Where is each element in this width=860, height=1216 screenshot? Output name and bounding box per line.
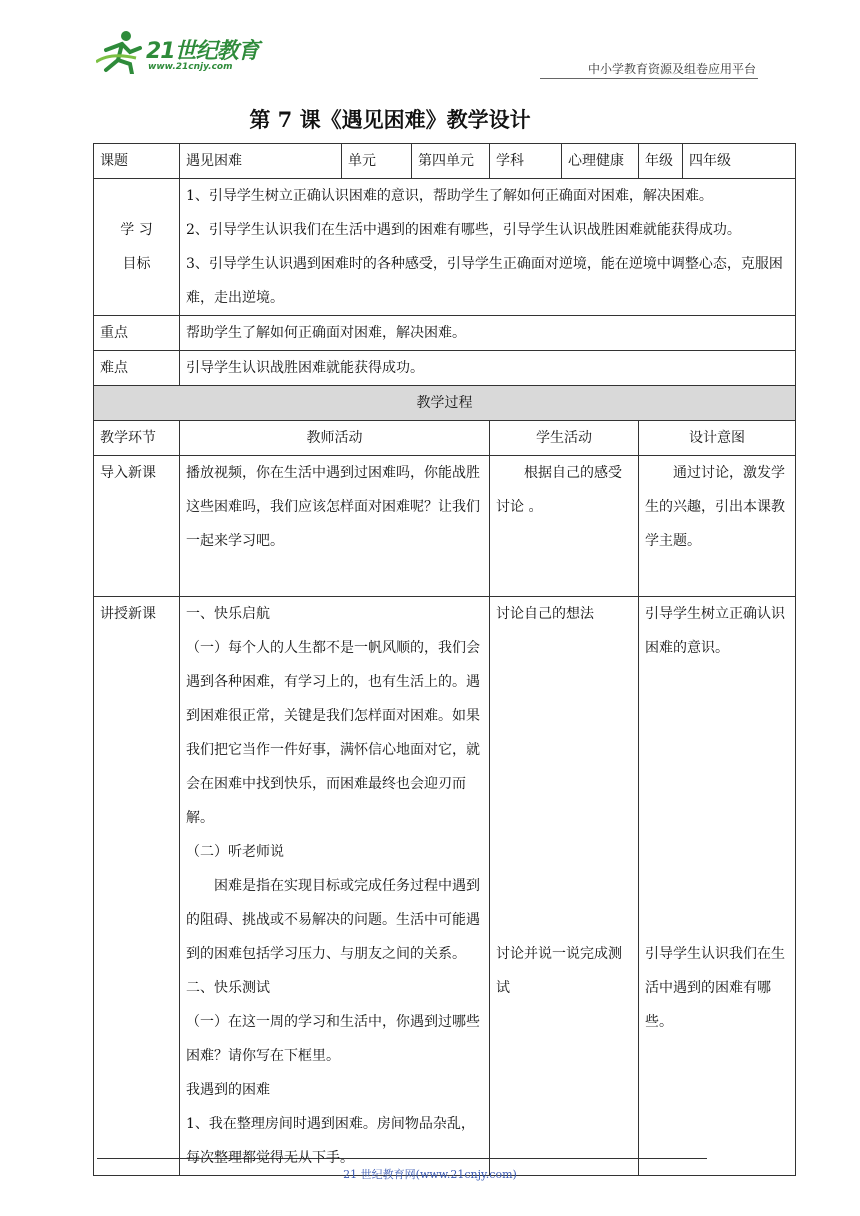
paragraph: 1、我在整理房间时遇到困难。房间物品杂乱，每次整理都觉得无从下手。 (186, 1116, 475, 1166)
lecture-stage: 讲授新课 (94, 597, 180, 1176)
objective-item: 1、引导学生树立正确认识困难的意识，帮助学生了解如何正确面对困难，解决困难。 (186, 188, 713, 204)
intent-1: 引导学生树立正确认识困难的意识。 (645, 606, 785, 656)
lecture-student (490, 597, 639, 1176)
logo-text: 21世纪教育 (146, 39, 259, 64)
objectives-label-line2: 目标 (122, 256, 151, 272)
info-row (94, 144, 796, 179)
student-activity-2: 讨论并说一说完成测试 (496, 946, 622, 996)
grade-value: 四年级 (683, 144, 796, 179)
intro-student: 根据自己的感受讨论 。 (490, 456, 639, 597)
col-header-intent: 设计意图 (639, 421, 796, 456)
objectives-label (94, 179, 180, 316)
objectives-row (94, 179, 796, 316)
objectives-content (180, 179, 796, 316)
section-heading: 我遇到的困难 (186, 1082, 270, 1098)
paragraph: 困难是指在实现目标或完成任务过程中遇到的阻碍、挑战或不易解决的问题。生活中可能遇到的困难包括学习压力、与朋友之间的关系。 (186, 878, 480, 962)
grade-label: 年级 (639, 144, 683, 179)
process-header-row (94, 386, 796, 421)
lecture-row (94, 597, 796, 1176)
subject-value: 心理健康 (562, 144, 639, 179)
col-header-teacher: 教师活动 (180, 421, 490, 456)
header-divider (540, 78, 758, 79)
lecture-teacher (180, 597, 490, 1176)
footer-divider (97, 1158, 707, 1159)
paragraph: （一）在这一周的学习和生活中，你遇到过哪些困难？请你写在下框里。 (186, 1014, 480, 1064)
key-point-label: 重点 (94, 316, 180, 351)
page-title: 第 7 课《遇见困难》教学设计 (249, 107, 531, 132)
logo (96, 30, 266, 80)
lesson-plan-table (93, 143, 796, 1176)
intro-teacher: 播放视频，你在生活中遇到过困难吗，你能战胜这些困难吗，我们应该怎样面对困难呢？让我们一起来学习吧。 (180, 456, 490, 597)
intent-2: 引导学生认识我们在生活中遇到的困难有哪些。 (645, 946, 785, 1030)
process-header: 教学过程 (94, 386, 796, 421)
objective-item: 3、引导学生认识遇到困难时的各种感受，引导学生正确面对逆境，能在逆境中调整心态，克服困难，走出逆境。 (186, 256, 783, 306)
section-heading: （二）听老师说 (186, 844, 284, 860)
student-activity-1: 讨论自己的想法 (496, 606, 594, 622)
page-header (0, 0, 860, 80)
unit-value: 第四单元 (412, 144, 490, 179)
section-heading: 二、快乐测试 (186, 980, 270, 996)
column-header-row (94, 421, 796, 456)
subject-label: 学科 (490, 144, 562, 179)
runner-icon (96, 30, 144, 74)
lecture-intent (639, 597, 796, 1176)
paragraph: （一）每个人的人生都不是一帆风顺的，我们会遇到各种困难，有学习上的，也有生活上的。遇到困难很正常，关键是我们怎样面对困难。如果我们把它当作一件好事，满怀信心地面对它，就会在困难中找到快乐，而困难最终也会迎刃而解。 (186, 640, 480, 826)
key-point-row (94, 316, 796, 351)
key-point-text: 帮助学生了解如何正确面对困难，解决困难。 (180, 316, 796, 351)
unit-label: 单元 (342, 144, 412, 179)
platform-name: 中小学教育资源及组卷应用平台 (587, 62, 756, 76)
col-header-student: 学生活动 (490, 421, 639, 456)
difficulty-row (94, 351, 796, 386)
topic-label: 课题 (94, 144, 180, 179)
intro-intent: 通过讨论，激发学生的兴趣，引出本课教学主题。 (639, 456, 796, 597)
intro-row (94, 456, 796, 597)
difficulty-text: 引导学生认识战胜困难就能获得成功。 (180, 351, 796, 386)
difficulty-label: 难点 (94, 351, 180, 386)
logo-url: www.21cnjy.com (148, 62, 233, 72)
section-heading: 一、快乐启航 (186, 606, 270, 622)
footer-text: 21 世纪教育网(www.21cnjy.com) (343, 1168, 517, 1181)
topic-value: 遇见困难 (180, 144, 342, 179)
intro-stage: 导入新课 (94, 456, 180, 597)
objectives-label-line1: 学 习 (120, 222, 153, 238)
col-header-stage: 教学环节 (94, 421, 180, 456)
objective-item: 2、引导学生认识我们在生活中遇到的困难有哪些，引导学生认识战胜困难就能获得成功。 (186, 222, 741, 238)
